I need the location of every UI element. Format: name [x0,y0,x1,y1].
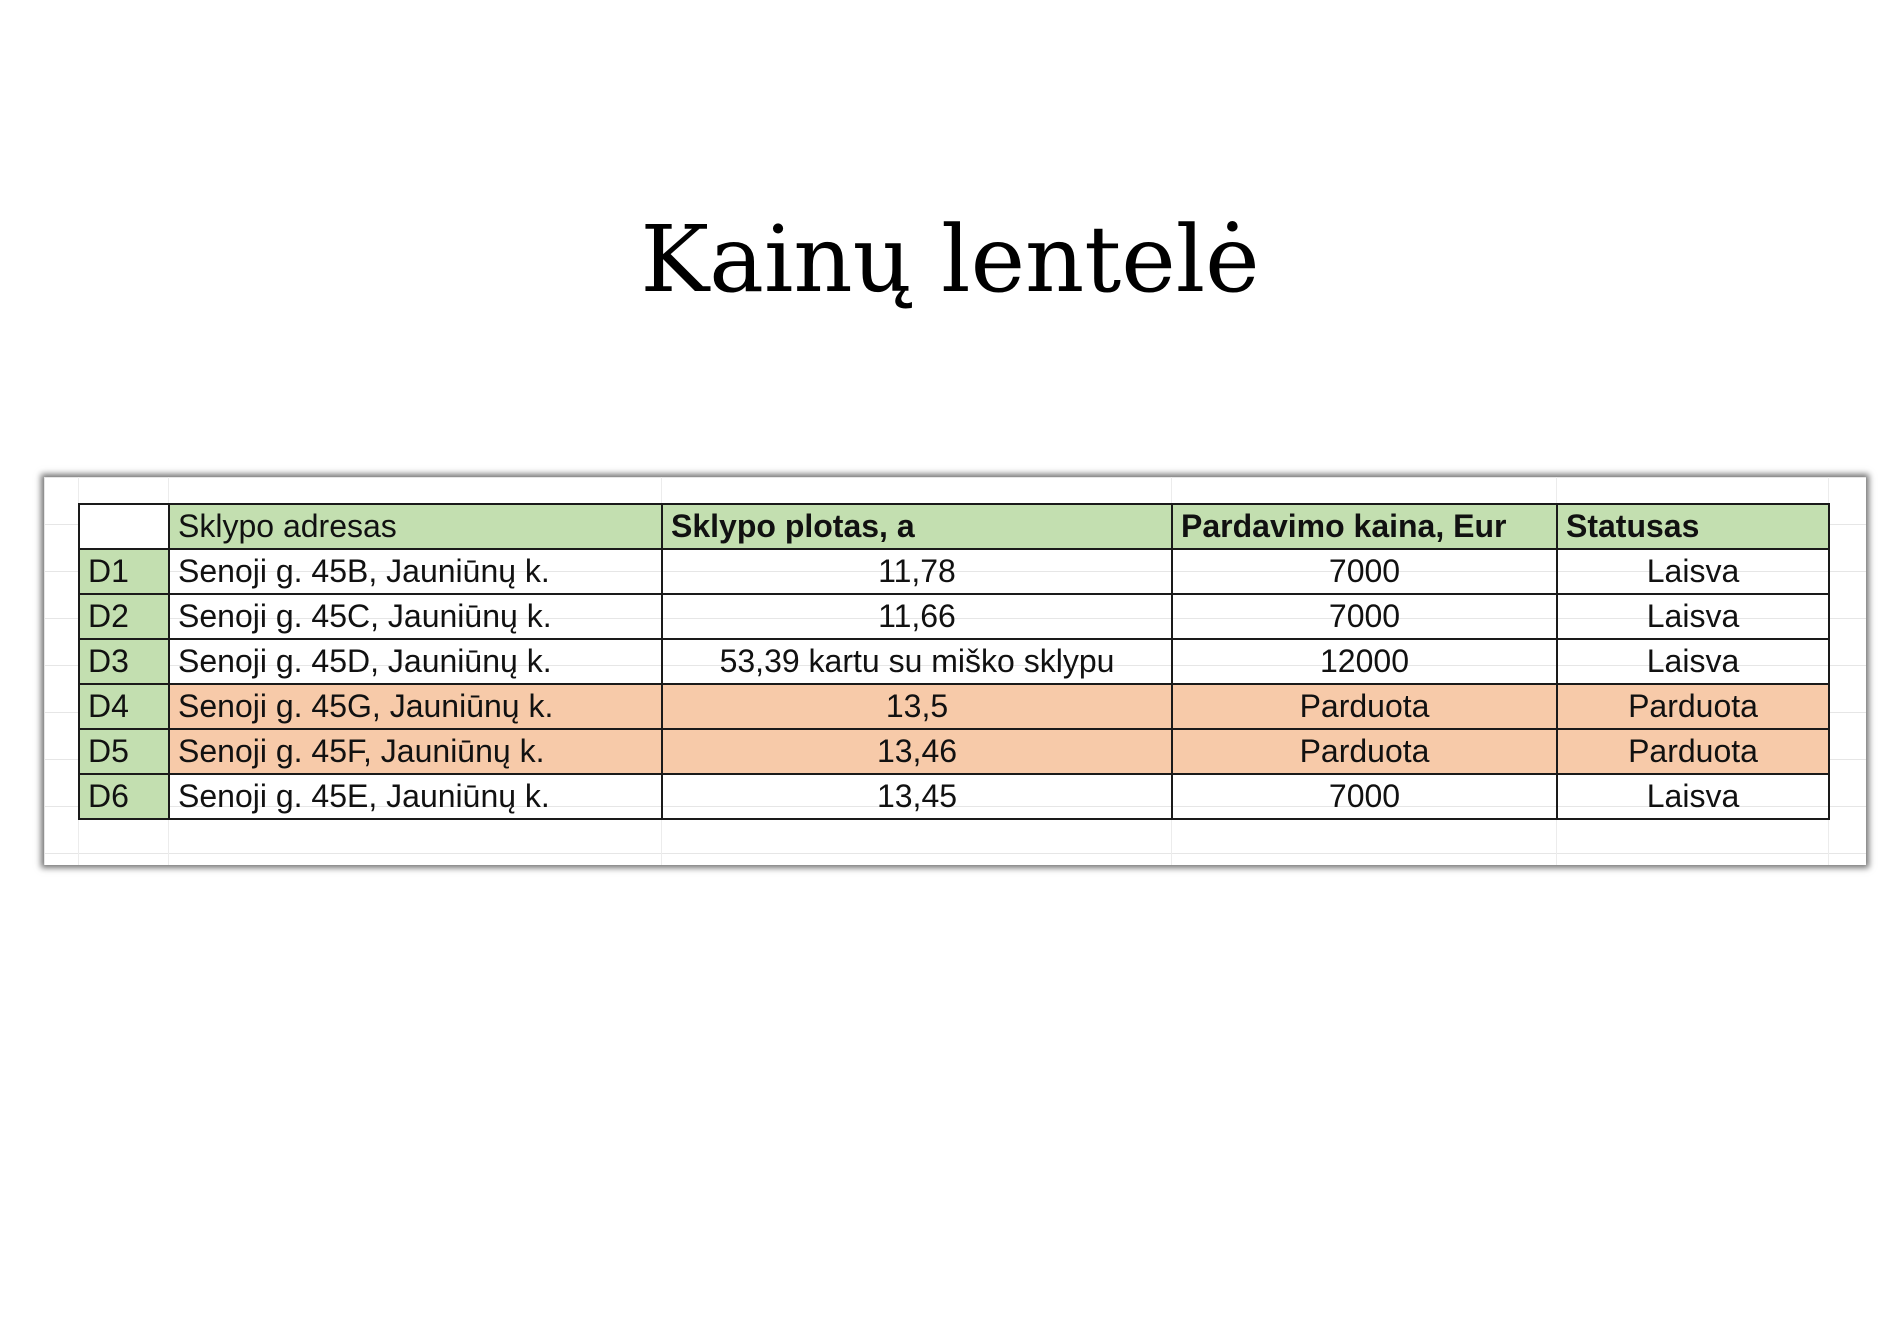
status-cell[interactable]: Laisva [1557,774,1829,819]
address-cell[interactable]: Senoji g. 45B, Jauniūnų k. [169,549,662,594]
table-row-sold [79,684,1829,729]
address-cell[interactable]: Senoji g. 45C, Jauniūnų k. [169,594,662,639]
area-cell[interactable]: 13,46 [662,729,1172,774]
price-table [78,503,1830,820]
status-cell[interactable]: Parduota [1557,729,1829,774]
area-cell[interactable]: 53,39 kartu su miško sklypu [662,639,1172,684]
spreadsheet-panel [44,477,1866,865]
row-id-cell[interactable]: D5 [79,729,169,774]
status-cell[interactable]: Laisva [1557,594,1829,639]
table-row-sold [79,729,1829,774]
area-cell[interactable]: 11,78 [662,549,1172,594]
page-title: Kainų lentelė [640,206,1260,313]
table-row [79,594,1829,639]
address-cell[interactable]: Senoji g. 45F, Jauniūnų k. [169,729,662,774]
price-cell[interactable]: Parduota [1172,729,1557,774]
row-id-cell[interactable]: D1 [79,549,169,594]
area-cell[interactable]: 11,66 [662,594,1172,639]
row-id-cell[interactable]: D2 [79,594,169,639]
table-row [79,549,1829,594]
table-header-row [79,504,1829,549]
area-cell[interactable]: 13,45 [662,774,1172,819]
table-row [79,774,1829,819]
status-cell[interactable]: Parduota [1557,684,1829,729]
status-cell[interactable]: Laisva [1557,549,1829,594]
row-id-cell[interactable]: D6 [79,774,169,819]
price-cell[interactable]: 7000 [1172,594,1557,639]
area-cell[interactable]: 13,5 [662,684,1172,729]
price-cell[interactable]: Parduota [1172,684,1557,729]
table-row [79,639,1829,684]
header-address[interactable]: Sklypo adresas [169,504,662,549]
row-id-cell[interactable]: D4 [79,684,169,729]
header-price[interactable]: Pardavimo kaina, Eur [1172,504,1557,549]
address-cell[interactable]: Senoji g. 45D, Jauniūnų k. [169,639,662,684]
header-area[interactable]: Sklypo plotas, a [662,504,1172,549]
row-id-cell[interactable]: D3 [79,639,169,684]
status-cell[interactable]: Laisva [1557,639,1829,684]
header-status[interactable]: Statusas [1557,504,1829,549]
price-cell[interactable]: 7000 [1172,549,1557,594]
corner-cell[interactable] [79,504,169,549]
address-cell[interactable]: Senoji g. 45G, Jauniūnų k. [169,684,662,729]
price-cell[interactable]: 7000 [1172,774,1557,819]
price-cell[interactable]: 12000 [1172,639,1557,684]
address-cell[interactable]: Senoji g. 45E, Jauniūnų k. [169,774,662,819]
